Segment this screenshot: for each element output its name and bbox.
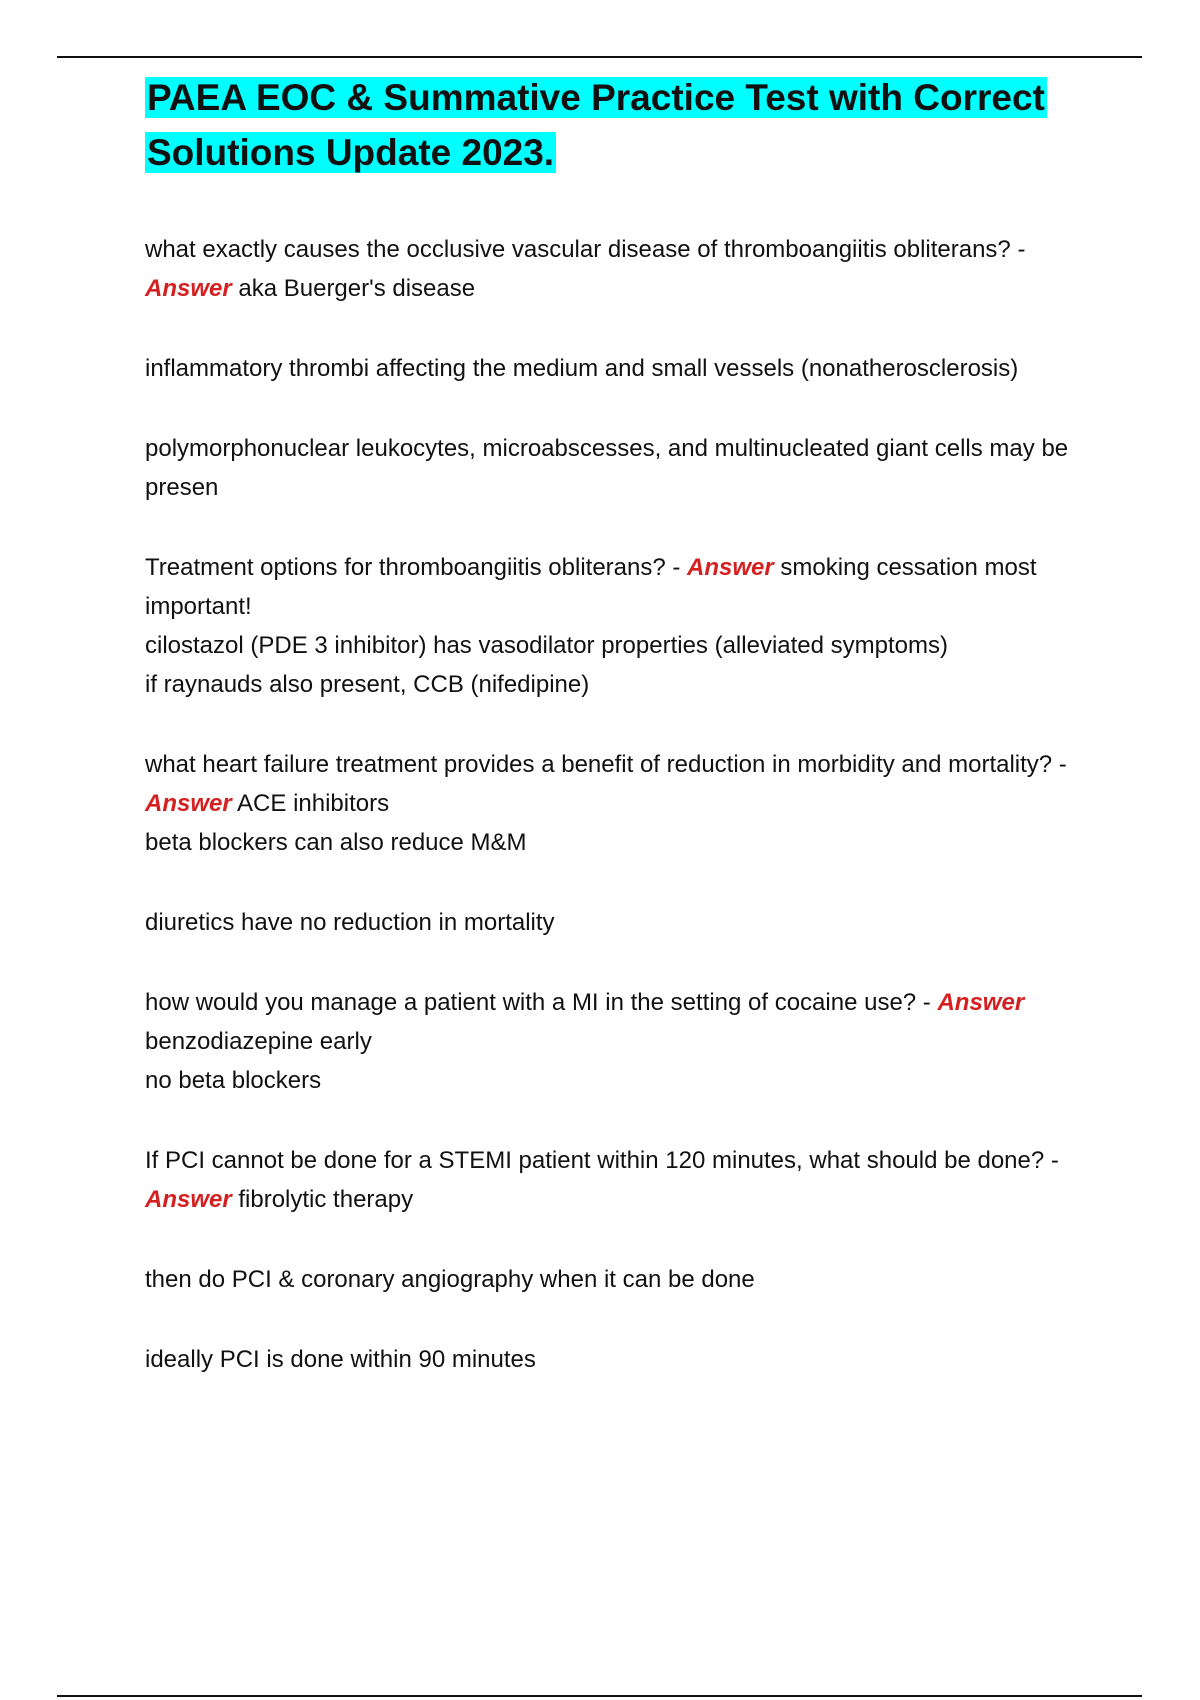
question-text: Treatment options for thromboangiitis obliterans? xyxy=(145,554,666,581)
question-line xyxy=(145,548,1105,626)
question-text: If PCI cannot be done for a STEMI patient within 120 minutes, what should be done? xyxy=(145,1147,1045,1174)
document-page xyxy=(145,70,1105,1420)
note-paragraph: ideally PCI is done within 90 minutes xyxy=(145,1346,536,1373)
document-body xyxy=(145,230,1105,1379)
document-title xyxy=(145,70,1105,180)
qa-item xyxy=(145,983,1105,1100)
answer-label: Answer xyxy=(145,275,232,302)
answer-text: smoking cessation most important! xyxy=(145,554,1037,620)
answer-text: fibrolytic therapy xyxy=(231,1186,414,1213)
note-paragraph: diuretics have no reduction in mortality xyxy=(145,909,555,936)
answer-text: ACE inhibitors xyxy=(231,790,390,817)
dash: - xyxy=(916,989,938,1016)
answer-text: benzodiazepine early xyxy=(145,1028,372,1055)
answer-label: Answer xyxy=(937,989,1025,1016)
note-paragraph: polymorphonuclear leukocytes, microabscesses, and multinucleated giant cells may be presen xyxy=(145,435,1069,501)
dash: - xyxy=(1010,236,1026,263)
answer-label: Answer xyxy=(687,554,774,581)
qa-item xyxy=(145,230,1105,308)
qa-item xyxy=(145,745,1105,862)
qa-item xyxy=(145,1141,1105,1219)
dash: - xyxy=(1052,751,1067,778)
qa-item xyxy=(145,548,1105,704)
question-text: what heart failure treatment provides a benefit of reduction in morbidity and mortality? xyxy=(145,751,1053,778)
bottom-rule xyxy=(57,1695,1142,1697)
answer-extra-line: if raynauds also present, CCB (nifedipine) xyxy=(145,671,590,698)
question-line xyxy=(145,745,1105,823)
note-paragraph: then do PCI & coronary angiography when it can be done xyxy=(145,1266,755,1293)
dash: - xyxy=(665,554,688,581)
question-text: what exactly causes the occlusive vascular disease of thromboangiitis obliterans? xyxy=(145,236,1011,263)
question-text: how would you manage a patient with a MI in the setting of cocaine use? xyxy=(145,989,917,1016)
answer-label: Answer xyxy=(145,790,232,817)
answer-extra-line: no beta blockers xyxy=(145,1067,322,1094)
answer-extra-line: cilostazol (PDE 3 inhibitor) has vasodilator properties (alleviated symptoms) xyxy=(145,632,948,659)
answer-text: aka Buerger's disease xyxy=(231,275,476,302)
note-paragraph: inflammatory thrombi affecting the medium and small vessels (nonatherosclerosis) xyxy=(145,355,1019,382)
title-highlight: PAEA EOC & Summative Practice Test with Correct Solutions Update 2023. xyxy=(147,77,1045,173)
answer-extra-line: beta blockers can also reduce M&M xyxy=(145,829,527,856)
answer-label: Answer xyxy=(145,1186,232,1213)
top-rule xyxy=(57,56,1142,58)
dash: - xyxy=(1044,1147,1059,1174)
question-line xyxy=(145,983,1105,1061)
